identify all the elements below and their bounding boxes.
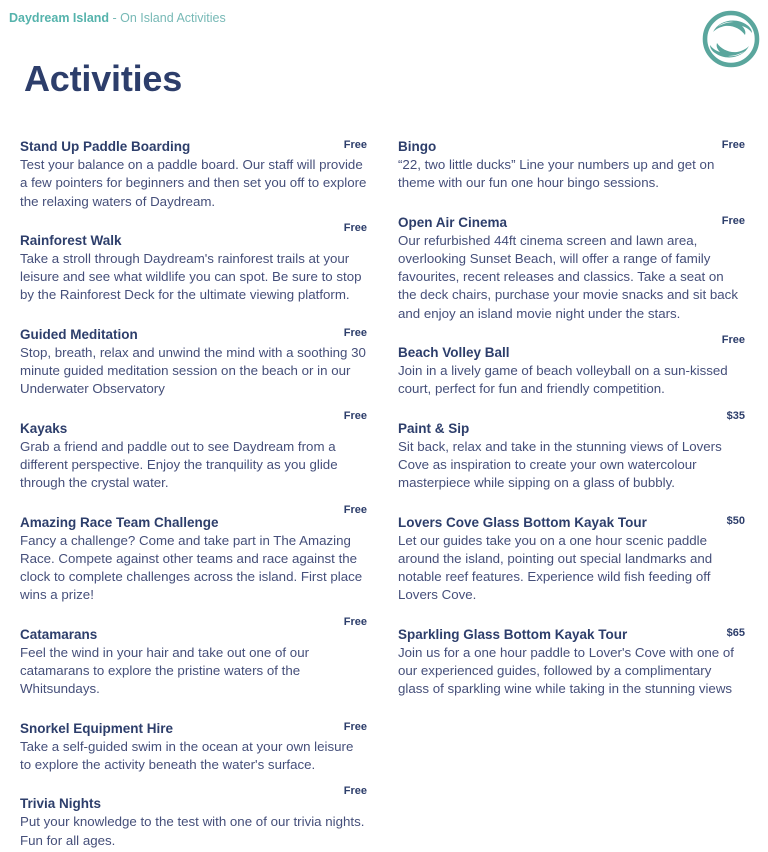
- activity-title: Paint & Sip: [398, 420, 470, 436]
- activity-title: Guided Meditation: [20, 326, 138, 342]
- activity-header: [398, 626, 745, 644]
- activity-item: [398, 138, 745, 193]
- breadcrumb: [9, 11, 226, 26]
- activity-price-badge: Free: [721, 334, 745, 347]
- activity-price-badge: Free: [343, 409, 367, 422]
- activity-description: Take a stroll through Daydream's rainforest trails at your leisure and see what wildlife you can spot. Be sure to stop by the Rainforest Deck for the ultimate viewing platform.: [20, 250, 362, 303]
- activity-title: Catamarans: [20, 626, 98, 642]
- activity-price-badge: $65: [726, 626, 745, 639]
- activity-header: [20, 221, 367, 250]
- daydream-island-logo[interactable]: [700, 8, 762, 70]
- activities-column-right: [398, 138, 745, 850]
- activity-description: Put your knowledge to the test with one of our trivia nights. Fun for all ages.: [20, 814, 365, 848]
- activity-price-badge: $50: [726, 514, 745, 527]
- activity-item: [398, 334, 745, 399]
- activity-item: [398, 409, 745, 493]
- activity-title: Sparkling Glass Bottom Kayak Tour: [398, 626, 628, 642]
- activity-header: [20, 138, 367, 156]
- activity-description: Feel the wind in your hair and take out one of our catamarans to explore the pristine waters of the Whitsundays.: [20, 644, 310, 697]
- activity-header: [20, 409, 367, 438]
- breadcrumb-brand-link[interactable]: Daydream Island: [9, 11, 110, 25]
- activity-description: Take a self-guided swim in the ocean at your own leisure to explore the activity beneath the water's surface.: [20, 738, 354, 772]
- activity-header: [398, 514, 745, 532]
- activity-title: Kayaks: [20, 420, 68, 436]
- activity-item: [398, 514, 745, 605]
- activity-item: [20, 138, 367, 211]
- activity-description: Stop, breath, relax and unwind the mind with a soothing 30 minute guided meditation session on the beach or in our Underwater Observatory: [20, 344, 366, 397]
- activity-header: [20, 720, 367, 738]
- activity-item: [398, 214, 745, 323]
- activity-price-badge: Free: [343, 720, 367, 733]
- activity-item: [20, 326, 367, 399]
- activity-title: Trivia Nights: [20, 796, 102, 812]
- activity-header: [20, 503, 367, 532]
- activity-title: Snorkel Equipment Hire: [20, 720, 174, 736]
- activity-title: Open Air Cinema: [398, 214, 508, 230]
- activities-columns: [0, 138, 768, 850]
- activity-price-badge: Free: [343, 785, 367, 798]
- activity-header: [398, 409, 745, 438]
- activities-column-left: [20, 138, 367, 850]
- activity-item: [398, 626, 745, 699]
- activity-header: [398, 334, 745, 362]
- activity-header: [20, 615, 367, 644]
- activity-header: [20, 326, 367, 344]
- activity-description: Fancy a challenge? Come and take part in The Amazing Race. Compete against other teams and race against the clock to complete challenges across the island. First place wins a prize!: [20, 532, 363, 603]
- activity-item: [20, 503, 367, 605]
- activity-item: [20, 409, 367, 493]
- activity-price-badge: $35: [726, 409, 745, 422]
- page-title: Activities: [24, 58, 183, 99]
- activity-price-badge: Free: [343, 326, 367, 339]
- activity-title: Rainforest Walk: [20, 232, 122, 248]
- activity-price-badge: Free: [343, 139, 367, 151]
- activity-description: Our refurbished 44ft cinema screen and lawn area, overlooking Sunset Beach, will offer a range of family favourites, recent releases and classics. Take a seat on the deck chairs, purchase your movie snacks and sit back and enjoy an island movie night under the stars.: [398, 232, 738, 321]
- activity-description: Join us for a one hour paddle to Lover's Cove with one of our experienced guides, followed by a complimentary glass of sparkling wine while taking in the stunning views: [398, 644, 734, 697]
- activity-item: [20, 720, 367, 775]
- activity-title: Lovers Cove Glass Bottom Kayak Tour: [398, 514, 647, 530]
- activity-price-badge: Free: [721, 214, 745, 227]
- breadcrumb-separator: -: [109, 11, 121, 25]
- breadcrumb-current-page: On Island Activities: [120, 11, 226, 25]
- activity-description: “22, two little ducks” Line your numbers up and get on theme with our fun one hour bingo sessions.: [398, 157, 715, 191]
- activity-price-badge: Free: [721, 139, 745, 151]
- activity-price-badge: Free: [343, 615, 367, 628]
- activity-item: [20, 785, 367, 850]
- activity-title: Amazing Race Team Challenge: [20, 514, 219, 530]
- activity-price-badge: Free: [343, 221, 367, 234]
- activity-header: [398, 214, 745, 232]
- activity-item: [20, 615, 367, 699]
- activity-title: Stand Up Paddle Boarding: [20, 139, 191, 154]
- activity-header: [20, 785, 367, 813]
- activity-title: Bingo: [398, 139, 437, 154]
- activity-title: Beach Volley Ball: [398, 345, 510, 361]
- activity-description: Test your balance on a paddle board. Our staff will provide a few pointers for beginners and then set you off to explore the relaxing waters of Daydream.: [20, 157, 367, 209]
- activity-price-badge: Free: [343, 503, 367, 516]
- activity-description: Grab a friend and paddle out to see Daydream from a different perspective. Enjoy the tranquility as you glide through the crystal water.: [20, 438, 338, 491]
- activity-description: Join in a lively game of beach volleyball on a sun-kissed court, perfect for fun and friendly competition.: [398, 363, 728, 397]
- activity-header: [398, 138, 745, 156]
- activity-item: [20, 221, 367, 305]
- activity-description: Let our guides take you on a one hour scenic paddle around the island, pointing out special landmarks and notable reef features. Experience wild fish feeding off Lovers Cove.: [398, 532, 713, 603]
- activity-description: Sit back, relax and take in the stunning views of Lovers Cove as inspiration to create your own watercolour masterpiece while sipping on a glass of bubbly.: [398, 438, 722, 491]
